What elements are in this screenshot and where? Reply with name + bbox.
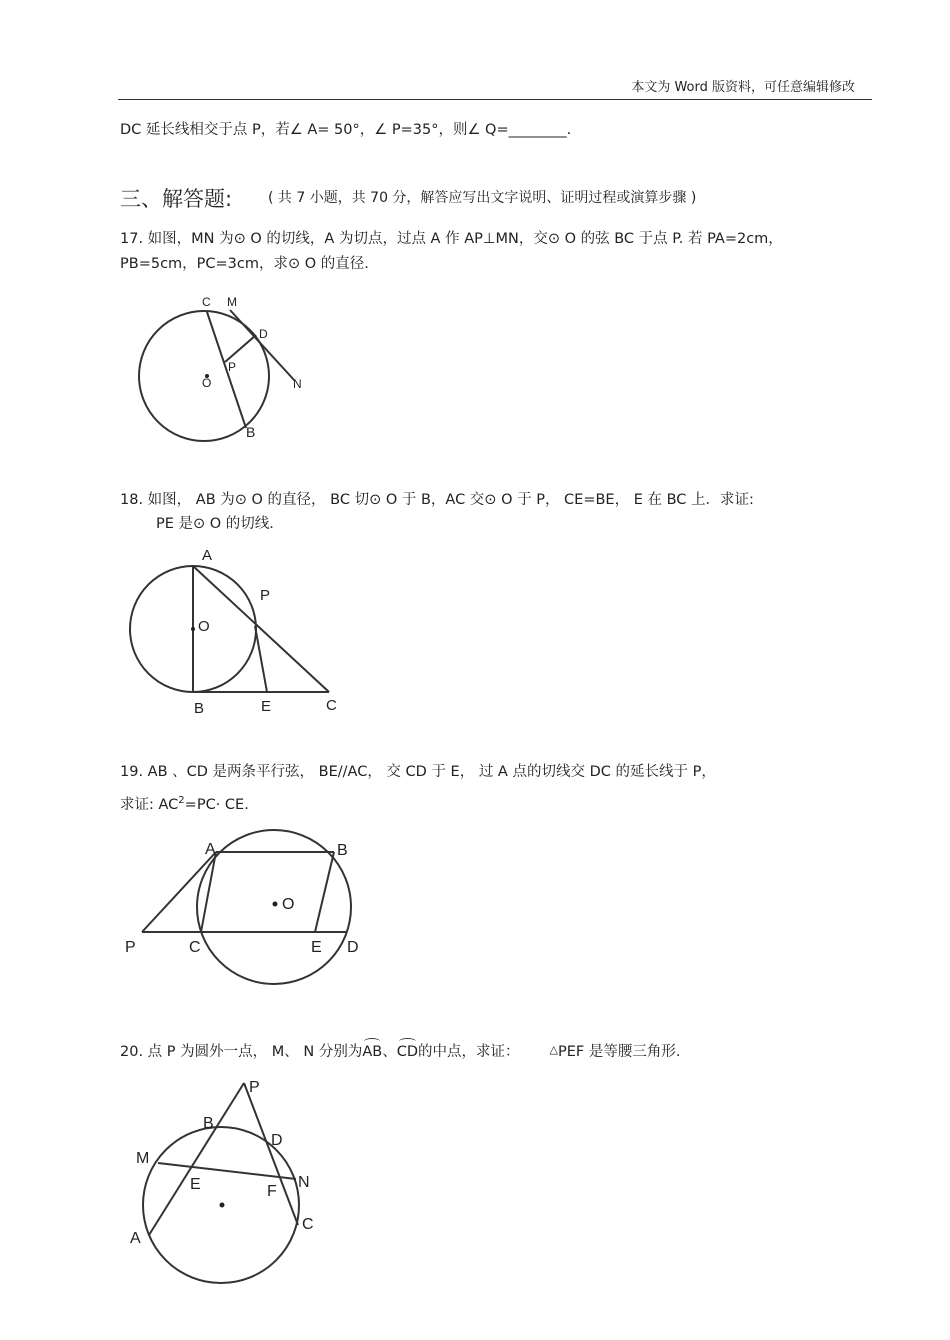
problem-17-figure	[120, 290, 320, 450]
label-c: C	[189, 939, 201, 956]
problem-19-line2-pre: 求证: AC	[120, 797, 179, 813]
section-note: ( 共 7 小题，共 70 分，解答应写出文字说明、证明过程或演算步骤 )	[268, 190, 697, 206]
label-c: C	[302, 1216, 314, 1233]
label-c: C	[326, 697, 337, 714]
label-e: E	[311, 939, 322, 956]
center-dot	[191, 627, 195, 631]
problem-20-sep: 、	[382, 1044, 397, 1060]
label-c: C	[202, 295, 211, 309]
label-m: M	[136, 1150, 150, 1167]
chord-ac	[201, 852, 216, 932]
segment-ap	[225, 335, 256, 362]
label-p: P	[228, 360, 237, 374]
chord-cb	[207, 312, 246, 428]
label-b: B	[203, 1115, 214, 1132]
label-a: A	[130, 1230, 141, 1247]
label-n: N	[293, 377, 302, 391]
label-b: B	[246, 424, 256, 440]
label-e: E	[190, 1176, 201, 1193]
problem-20-pre: 20. 点 P 为圆外一点， M、 N 分别为	[120, 1044, 363, 1060]
tangent-mn	[230, 310, 295, 381]
arc-cd-mark	[399, 1038, 416, 1045]
arc-cd-text: CD	[396, 1044, 418, 1060]
label-o: O	[198, 618, 210, 635]
label-d: D	[347, 939, 359, 956]
problem-19-line1: 19. AB 、CD 是两条平行弦， BE//AC， 交 CD 于 E， 过 A 点的切线交 DC 的延长线于 P，	[120, 764, 716, 780]
tangent-pa	[142, 852, 216, 932]
problem-20-post: PEF 是等腰三角形.	[557, 1044, 681, 1060]
label-f: F	[267, 1183, 277, 1200]
arc-ab-mark	[364, 1038, 380, 1045]
problem-18-line2: PE 是⊙ O 的切线.	[156, 516, 274, 532]
label-b: B	[194, 700, 205, 717]
label-p: P	[260, 587, 271, 604]
continuation-line: DC 延长线相交于点 P，若∠ A= 50°，∠ P=35°，则∠ Q=________.	[120, 122, 572, 138]
problem-19-exponent: 2	[178, 795, 185, 807]
problem-19-line2-post: =PC· CE.	[184, 797, 249, 813]
label-m: M	[227, 295, 237, 309]
problem-17-line1: 17. 如图，MN 为⊙ O 的切线，A 为切点，过点 A 作 AP⊥MN，交⊙ O 的弦 BC 于点 P. 若 PA=2cm，	[120, 231, 783, 247]
problem-20-mid: 的中点，求证：	[418, 1044, 520, 1060]
arc-cd-label	[397, 1044, 418, 1060]
label-d: D	[259, 327, 268, 341]
label-p: P	[125, 939, 136, 956]
header-note: 本文为 Word 版资料，可任意编辑修改	[631, 80, 855, 95]
arc-ab-text: AB	[362, 1044, 383, 1060]
label-a: A	[205, 841, 216, 858]
problem-18-figure	[120, 540, 350, 720]
segment-pe	[255, 626, 267, 692]
secant-pc	[244, 1083, 298, 1225]
label-o: O	[202, 376, 212, 390]
label-a: A	[202, 547, 213, 564]
problem-19-line2	[120, 793, 249, 814]
circle-o	[197, 830, 351, 984]
section-title: 三、解答题:	[120, 187, 233, 211]
center-dot	[273, 902, 278, 907]
problem-20-line	[120, 1040, 680, 1061]
problem-18-line1: 18. 如图， AB 为⊙ O 的直径， BC 切⊙ O 于 B，AC 交⊙ O 于 P， CE=BE， E 在 BC 上．求证:	[120, 492, 754, 508]
center-dot	[220, 1203, 225, 1208]
chord-be	[315, 852, 334, 932]
label-n: N	[298, 1174, 310, 1191]
label-b: B	[337, 842, 348, 859]
secant-pa	[149, 1083, 244, 1235]
problem-17-line2: PB=5cm，PC=3cm，求⊙ O 的直径.	[120, 256, 369, 272]
label-e: E	[261, 698, 272, 715]
problem-20-figure	[120, 1075, 330, 1285]
triangle-symbol: △	[549, 1043, 558, 1056]
label-p: P	[249, 1079, 260, 1096]
header-rule	[118, 99, 872, 100]
label-o: O	[282, 896, 295, 913]
label-d: D	[271, 1132, 283, 1149]
problem-19-figure	[120, 832, 370, 992]
arc-ab-label	[362, 1044, 382, 1060]
secant-ac	[193, 566, 329, 692]
